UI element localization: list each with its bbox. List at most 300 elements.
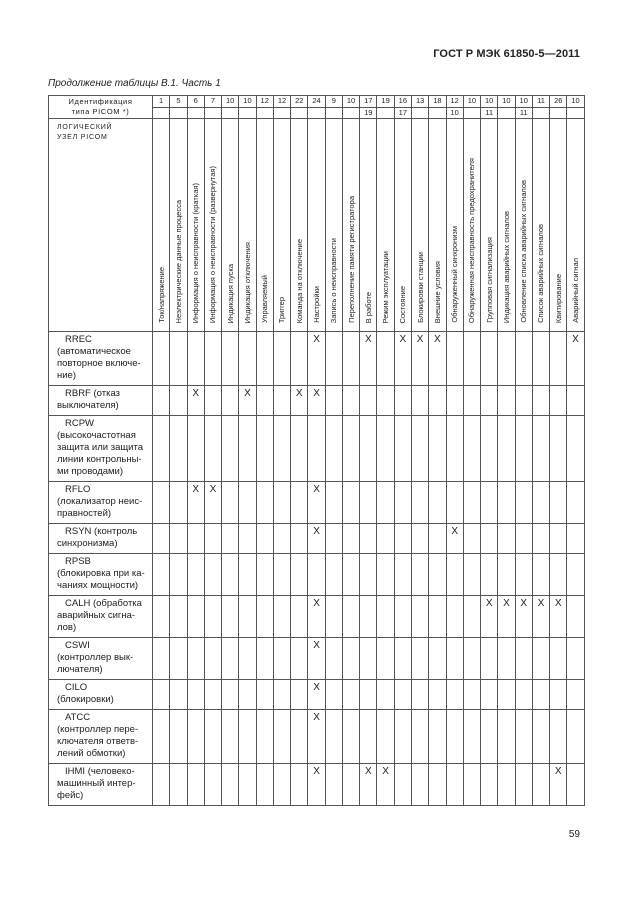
logical-node-code: CSWI	[65, 640, 90, 651]
mark-cell	[446, 332, 463, 386]
mark-cell	[308, 416, 325, 482]
mark-cell	[204, 764, 221, 806]
logical-node-description: (локализатор неис-	[57, 496, 143, 507]
column-header-label: Индикация пуска	[225, 263, 235, 323]
column-header	[204, 119, 221, 332]
mark-cell	[153, 524, 170, 554]
logical-node-description: (контроллер пере-	[57, 724, 139, 735]
picom-type-number: 1	[153, 96, 170, 108]
mark-cell	[308, 554, 325, 596]
mark-cell	[411, 554, 428, 596]
mark-cell	[256, 764, 273, 806]
column-header	[463, 119, 480, 332]
column-header	[515, 119, 532, 332]
mark-cell	[170, 596, 187, 638]
mark-cell	[429, 710, 446, 764]
mark-cell	[567, 680, 584, 710]
column-header	[532, 119, 549, 332]
mark-cell	[256, 524, 273, 554]
picom-type-number-secondary	[187, 107, 204, 119]
mark-cell	[515, 638, 532, 680]
column-header-label: Обновление списка аварийных сигналов	[519, 180, 529, 323]
mark-cell	[532, 710, 549, 764]
logical-node-header-line: ЛОГИЧЕСКИЙ	[57, 124, 113, 131]
logical-node-label	[49, 764, 153, 806]
mark-cell	[153, 764, 170, 806]
picom-type-number-secondary	[567, 107, 584, 119]
standard-title: ГОСТ Р МЭК 61850-5—2011	[433, 48, 580, 60]
mark-cell	[222, 638, 239, 680]
picom-type-number: 11	[532, 96, 549, 108]
column-header-label: Блокировки станции	[415, 252, 425, 323]
mark-cell	[342, 416, 359, 482]
mark-cell	[429, 764, 446, 806]
mark-cell	[187, 554, 204, 596]
logical-node-code: IHMI (человеко-	[65, 766, 135, 777]
picom-type-number-secondary	[498, 107, 515, 119]
logical-node-code: ATCC	[65, 712, 91, 723]
mark-cell	[239, 482, 256, 524]
picom-type-number-secondary	[256, 107, 273, 119]
mark-cell	[532, 638, 549, 680]
mark-cell	[170, 482, 187, 524]
picom-type-number-secondary: 10	[446, 107, 463, 119]
mark-cell: X	[515, 596, 532, 638]
logical-node-description: (блокировка при ка-	[57, 568, 145, 579]
mark-cell	[429, 638, 446, 680]
column-header-label: Внешние условия	[432, 260, 442, 323]
column-header	[498, 119, 515, 332]
mark-cell	[204, 524, 221, 554]
picom-type-number: 10	[515, 96, 532, 108]
mark-cell	[498, 638, 515, 680]
mark-cell	[515, 554, 532, 596]
logical-node-code: RPSB	[65, 556, 91, 567]
logical-node-description: правностей)	[57, 508, 112, 519]
picom-type-number: 19	[377, 96, 394, 108]
mark-cell	[256, 638, 273, 680]
mark-cell	[394, 680, 411, 710]
mark-cell	[187, 416, 204, 482]
table-caption: Продолжение таблицы В.1. Часть 1	[48, 78, 221, 89]
column-header-label: Индикация отключения	[242, 241, 252, 323]
mark-cell	[532, 482, 549, 524]
column-header-label: Информация о неисправности (краткая)	[191, 182, 201, 323]
picom-type-number: 5	[170, 96, 187, 108]
mark-cell	[550, 482, 567, 524]
logical-node-label	[49, 710, 153, 764]
mark-cell	[481, 680, 498, 710]
mark-cell	[411, 764, 428, 806]
mark-cell: X	[411, 332, 428, 386]
table-row	[49, 386, 585, 416]
mark-cell	[481, 554, 498, 596]
mark-cell	[239, 554, 256, 596]
mark-cell	[291, 332, 308, 386]
mark-cell	[325, 596, 342, 638]
mark-cell: X	[308, 386, 325, 416]
logical-node-description: чаниях мощности)	[57, 580, 139, 591]
mark-cell	[360, 638, 377, 680]
logical-node-code: RBRF (отказ	[65, 388, 120, 399]
mark-cell	[532, 554, 549, 596]
picom-type-number-secondary	[429, 107, 446, 119]
table-row	[49, 482, 585, 524]
mark-cell	[222, 524, 239, 554]
logical-node-description: лений обмотки)	[57, 748, 126, 759]
mark-cell	[273, 764, 290, 806]
mark-cell	[377, 332, 394, 386]
mark-cell	[342, 680, 359, 710]
mark-cell	[394, 638, 411, 680]
logical-node-description: ключателя ответв-	[57, 736, 139, 747]
picom-type-number: 10	[463, 96, 480, 108]
table-row	[49, 710, 585, 764]
mark-cell	[170, 554, 187, 596]
mark-cell	[532, 524, 549, 554]
mark-cell	[429, 386, 446, 416]
mark-cell	[342, 596, 359, 638]
column-header-label: Запись о неисправности	[329, 237, 339, 323]
mark-cell	[515, 764, 532, 806]
mark-cell	[377, 710, 394, 764]
mark-cell	[222, 386, 239, 416]
mark-cell: X	[187, 482, 204, 524]
picom-type-number: 10	[567, 96, 584, 108]
logical-node-header-line: УЗЕЛ PICOM	[57, 134, 108, 141]
mark-cell	[325, 482, 342, 524]
column-header	[308, 119, 325, 332]
mark-cell	[377, 416, 394, 482]
mark-cell	[532, 416, 549, 482]
picom-id-header-line: типа PICOM *)	[71, 107, 130, 116]
mark-cell	[463, 386, 480, 416]
mark-cell	[187, 638, 204, 680]
mark-cell	[291, 524, 308, 554]
mark-cell: X	[308, 482, 325, 524]
picom-type-number-secondary	[411, 107, 428, 119]
mark-cell	[411, 638, 428, 680]
mark-cell	[394, 482, 411, 524]
picom-type-number: 6	[187, 96, 204, 108]
picom-type-number: 22	[291, 96, 308, 108]
mark-cell	[360, 524, 377, 554]
mark-cell	[515, 332, 532, 386]
mark-cell	[273, 680, 290, 710]
picom-type-number: 10	[481, 96, 498, 108]
mark-cell: X	[481, 596, 498, 638]
mark-cell	[550, 386, 567, 416]
mark-cell	[239, 638, 256, 680]
mark-cell	[567, 596, 584, 638]
table-row	[49, 638, 585, 680]
mark-cell	[170, 710, 187, 764]
column-header	[273, 119, 290, 332]
mark-cell	[325, 386, 342, 416]
logical-node-code: RSYN (контроль	[65, 526, 138, 537]
mark-cell	[342, 710, 359, 764]
column-header	[170, 119, 187, 332]
picom-type-number-secondary	[325, 107, 342, 119]
mark-cell	[239, 680, 256, 710]
picom-id-header	[49, 96, 153, 119]
mark-cell	[429, 482, 446, 524]
table-row	[49, 524, 585, 554]
mark-cell	[463, 638, 480, 680]
column-header	[291, 119, 308, 332]
logical-node-description: машинный интер-	[57, 778, 136, 789]
mark-cell	[515, 710, 532, 764]
column-header-label: Индикация аварийных сигналов	[501, 210, 511, 323]
mark-cell	[204, 710, 221, 764]
mark-cell	[325, 524, 342, 554]
mark-cell	[204, 596, 221, 638]
mark-cell	[204, 332, 221, 386]
mark-cell	[446, 680, 463, 710]
column-header	[411, 119, 428, 332]
logical-node-description: повторное включе-	[57, 358, 141, 369]
mark-cell	[291, 416, 308, 482]
mark-cell	[429, 680, 446, 710]
mark-cell	[463, 332, 480, 386]
table-row	[49, 596, 585, 638]
mark-cell	[394, 596, 411, 638]
column-header	[567, 119, 584, 332]
mark-cell	[153, 638, 170, 680]
picom-type-number: 10	[239, 96, 256, 108]
picom-type-number-secondary: 11	[481, 107, 498, 119]
mark-cell	[377, 524, 394, 554]
mark-cell	[377, 680, 394, 710]
picom-type-number: 26	[550, 96, 567, 108]
picom-type-number-secondary	[463, 107, 480, 119]
mark-cell	[153, 386, 170, 416]
mark-cell	[153, 482, 170, 524]
mark-cell	[256, 710, 273, 764]
mark-cell	[550, 710, 567, 764]
mark-cell	[481, 482, 498, 524]
logical-node-description: лов)	[57, 622, 77, 633]
table-row	[49, 764, 585, 806]
logical-node-label	[49, 554, 153, 596]
mark-cell	[377, 554, 394, 596]
mark-cell	[342, 482, 359, 524]
column-header-label: Управляемый	[260, 275, 270, 323]
mark-cell	[291, 638, 308, 680]
mark-cell	[567, 524, 584, 554]
mark-cell	[567, 554, 584, 596]
logical-node-label	[49, 332, 153, 386]
mark-cell: X	[498, 596, 515, 638]
picom-type-number: 12	[273, 96, 290, 108]
mark-cell	[429, 596, 446, 638]
logical-node-header	[49, 119, 153, 332]
mark-cell	[481, 332, 498, 386]
mark-cell	[325, 332, 342, 386]
logical-node-description: ние)	[57, 370, 76, 381]
mark-cell	[394, 764, 411, 806]
mark-cell	[291, 554, 308, 596]
mark-cell	[567, 710, 584, 764]
picom-type-number-secondary	[550, 107, 567, 119]
mark-cell	[256, 482, 273, 524]
mark-cell: X	[550, 596, 567, 638]
table-row	[49, 416, 585, 482]
logical-node-description: (высокочастотная	[57, 430, 136, 441]
mark-cell	[342, 638, 359, 680]
mark-cell	[170, 416, 187, 482]
mark-cell	[256, 416, 273, 482]
mark-cell	[446, 416, 463, 482]
logical-node-description: фейс)	[57, 790, 84, 801]
mark-cell	[532, 764, 549, 806]
mark-cell	[394, 554, 411, 596]
mark-cell	[446, 482, 463, 524]
mark-cell	[360, 680, 377, 710]
picom-type-number: 10	[498, 96, 515, 108]
column-header-label: Квитирование	[553, 273, 563, 323]
mark-cell	[394, 386, 411, 416]
mark-cell	[222, 680, 239, 710]
mark-cell	[153, 596, 170, 638]
column-header	[550, 119, 567, 332]
logical-node-label	[49, 680, 153, 710]
column-header-label: Аварийный сигнал	[571, 258, 580, 323]
mark-cell	[377, 386, 394, 416]
mark-cell	[567, 482, 584, 524]
mark-cell	[377, 596, 394, 638]
mark-cell	[291, 764, 308, 806]
mark-cell	[550, 554, 567, 596]
mark-cell	[394, 416, 411, 482]
logical-node-label	[49, 524, 153, 554]
mark-cell: X	[308, 332, 325, 386]
mark-cell	[446, 386, 463, 416]
mark-cell	[411, 596, 428, 638]
mark-cell: X	[308, 524, 325, 554]
mark-cell	[515, 524, 532, 554]
column-header	[446, 119, 463, 332]
mark-cell	[342, 764, 359, 806]
picom-type-number: 9	[325, 96, 342, 108]
logical-node-label	[49, 638, 153, 680]
mark-cell	[222, 710, 239, 764]
mark-cell	[481, 710, 498, 764]
picom-type-number-secondary: 17	[394, 107, 411, 119]
column-header-label: Состояние	[398, 285, 408, 323]
mark-cell	[463, 524, 480, 554]
column-header	[429, 119, 446, 332]
column-header	[187, 119, 204, 332]
mark-cell	[411, 524, 428, 554]
logical-node-label	[49, 386, 153, 416]
mark-cell	[204, 386, 221, 416]
mark-cell	[463, 710, 480, 764]
mark-cell	[498, 710, 515, 764]
picom-type-number-secondary	[342, 107, 359, 119]
mark-cell	[273, 554, 290, 596]
mark-cell	[342, 554, 359, 596]
mark-cell: X	[446, 524, 463, 554]
logical-node-code: RFLO	[65, 484, 91, 495]
column-header-label: Ток/напряжение	[156, 267, 166, 323]
picom-type-number-secondary	[204, 107, 221, 119]
picom-id-header-line: Идентификация	[68, 97, 133, 106]
mark-cell	[291, 596, 308, 638]
mark-cell	[222, 416, 239, 482]
mark-cell: X	[204, 482, 221, 524]
mark-cell: X	[308, 680, 325, 710]
logical-node-code: RCPW	[65, 418, 95, 429]
logical-node-description: защита или защита	[57, 442, 144, 453]
mark-cell	[153, 554, 170, 596]
picom-type-number: 17	[360, 96, 377, 108]
picom-type-number: 18	[429, 96, 446, 108]
column-header-label: В работе	[363, 291, 373, 323]
mark-cell	[394, 710, 411, 764]
picom-type-number: 13	[411, 96, 428, 108]
mark-cell	[153, 680, 170, 710]
mark-cell	[170, 332, 187, 386]
logical-node-description: линии контрольны-	[57, 454, 142, 465]
mark-cell	[463, 554, 480, 596]
column-header-label: Неэлектрические данные процесса	[173, 199, 183, 323]
mark-cell	[222, 596, 239, 638]
column-header-label: Обнаруженная неисправность предохранителя	[467, 157, 477, 323]
mark-cell	[515, 386, 532, 416]
logical-node-code: CALH (обработка	[65, 598, 142, 609]
mark-cell	[170, 386, 187, 416]
mark-cell	[360, 482, 377, 524]
mark-cell	[325, 416, 342, 482]
mark-cell	[170, 638, 187, 680]
mark-cell	[446, 554, 463, 596]
logical-node-description: лючателя)	[57, 664, 103, 675]
picom-type-number-secondary	[532, 107, 549, 119]
picom-type-number-secondary: 11	[515, 107, 532, 119]
mark-cell	[204, 554, 221, 596]
picom-type-number-secondary	[377, 107, 394, 119]
logical-node-description: (автоматическое	[57, 346, 131, 357]
column-header	[222, 119, 239, 332]
mark-cell	[446, 638, 463, 680]
picom-type-number-secondary	[291, 107, 308, 119]
mark-cell	[153, 710, 170, 764]
mark-cell	[204, 416, 221, 482]
mark-cell	[170, 764, 187, 806]
mark-cell	[291, 482, 308, 524]
mark-cell	[377, 638, 394, 680]
column-header-label: Информация о неисправности (развернутая)	[208, 165, 218, 323]
mark-cell	[498, 680, 515, 710]
mark-cell	[325, 680, 342, 710]
mark-cell	[273, 386, 290, 416]
picom-type-number-secondary	[170, 107, 187, 119]
mark-cell	[342, 332, 359, 386]
mark-cell	[481, 416, 498, 482]
mark-cell	[256, 596, 273, 638]
logical-node-code: CILO	[65, 682, 88, 693]
mark-cell	[567, 386, 584, 416]
mark-cell	[273, 596, 290, 638]
mark-cell: X	[360, 332, 377, 386]
picom-type-number: 10	[222, 96, 239, 108]
picom-type-number-secondary	[308, 107, 325, 119]
mark-cell	[411, 680, 428, 710]
mark-cell	[342, 524, 359, 554]
column-header	[256, 119, 273, 332]
mark-cell	[411, 482, 428, 524]
